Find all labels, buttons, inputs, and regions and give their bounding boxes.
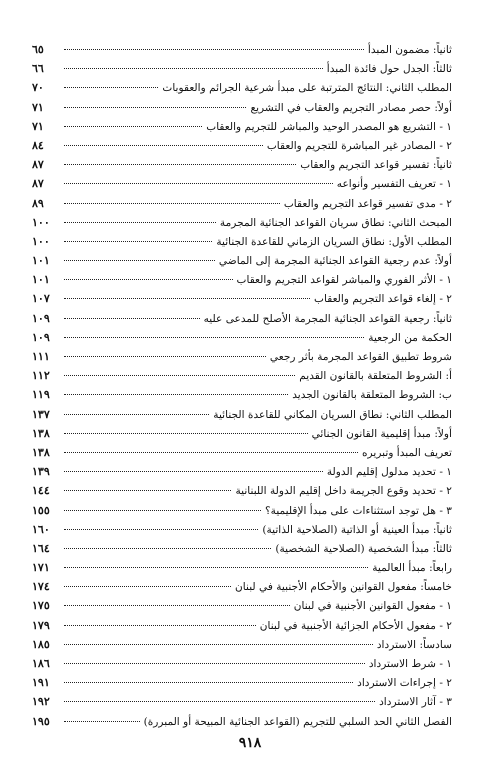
toc-entry-page: ١٨٥ bbox=[32, 637, 50, 651]
dot-leader bbox=[64, 721, 140, 722]
toc-entry-title: المطلب الثاني: نطاق السريان المكاني للقاعدة الجنائية bbox=[213, 408, 452, 421]
dot-leader bbox=[64, 471, 323, 472]
toc-entry-page: ١٧٥ bbox=[32, 599, 50, 613]
toc-entry bbox=[32, 596, 452, 615]
toc-entry bbox=[32, 424, 452, 443]
toc-entry-page: ١٧٤ bbox=[32, 580, 50, 594]
toc-entry-title: شروط تطبيق القواعد المجرمة بأثر رجعي bbox=[269, 351, 452, 363]
toc-entry-title: ٢ - المصادر غير المباشرة للتجريم والعقاب bbox=[266, 139, 452, 152]
toc-entry bbox=[32, 251, 452, 270]
dot-leader bbox=[64, 107, 246, 108]
toc-entry bbox=[32, 289, 452, 308]
dot-leader bbox=[64, 318, 200, 319]
dot-leader bbox=[64, 298, 310, 299]
toc-entry bbox=[32, 155, 452, 174]
toc-entry-title: أولاً: مبدأ إقليمية القانون الجنائي bbox=[311, 427, 452, 440]
toc-entry-title: ٢ - مفعول الأحكام الجزائية الأجنبية في لبنان bbox=[259, 619, 452, 632]
toc-entry bbox=[32, 673, 452, 692]
dot-leader bbox=[64, 567, 368, 568]
dot-leader bbox=[64, 701, 375, 702]
table-of-contents bbox=[32, 40, 452, 731]
dot-leader bbox=[64, 586, 231, 587]
toc-entry-page: ٧١ bbox=[32, 100, 44, 114]
toc-entry bbox=[32, 309, 452, 328]
toc-entry-page: ١٠٩ bbox=[32, 311, 50, 325]
dot-leader bbox=[64, 490, 231, 491]
dot-leader bbox=[64, 510, 261, 511]
toc-entry bbox=[32, 328, 452, 347]
dot-leader bbox=[64, 241, 212, 242]
toc-entry-page: ١١٩ bbox=[32, 388, 50, 402]
dot-leader bbox=[64, 337, 364, 338]
toc-entry bbox=[32, 194, 452, 213]
dot-leader bbox=[64, 682, 353, 683]
dot-leader bbox=[64, 414, 209, 415]
toc-entry bbox=[32, 385, 452, 404]
toc-entry-page: ١٠١ bbox=[32, 273, 50, 287]
toc-entry bbox=[32, 712, 452, 731]
toc-entry-title: الفصل الثاني الحد السلبي للتجريم (القواعد الجنائية المبيحة أو المبررة) bbox=[143, 715, 452, 728]
dot-leader bbox=[64, 375, 295, 376]
toc-entry-page: ١٧١ bbox=[32, 561, 50, 575]
toc-entry bbox=[32, 462, 452, 481]
toc-entry-page: ١٣٧ bbox=[32, 407, 50, 421]
toc-entry-title: ٢ - إجراءات الاسترداد bbox=[357, 677, 452, 690]
toc-entry bbox=[32, 98, 452, 117]
toc-entry-page: ١٣٩ bbox=[32, 465, 50, 479]
toc-entry-page: ١٩٢ bbox=[32, 695, 50, 709]
dot-leader bbox=[64, 279, 233, 280]
toc-entry-page: ١٠٧ bbox=[32, 292, 50, 306]
dot-leader bbox=[64, 644, 373, 645]
toc-entry-title: ٢ - إلغاء قواعد التجريم والعقاب bbox=[314, 293, 452, 306]
toc-entry-title: رابعاً: مبدأ العالمية bbox=[372, 562, 452, 575]
toc-entry-title: ثالثاً: الجدل حول فائدة المبدأ bbox=[326, 63, 452, 76]
toc-entry-title: ثانياً: رجعية القواعد الجنائية المجرمة الأصلح للمدعى عليه bbox=[203, 312, 452, 325]
toc-entry-page: ٨٤ bbox=[32, 138, 44, 152]
toc-entry-title: ٣ - آثار الاسترداد bbox=[379, 696, 452, 709]
toc-entry-page: ١٣٨ bbox=[32, 426, 50, 440]
toc-entry-title: ب: الشروط المتعلقة بالقانون الجديد bbox=[292, 389, 452, 402]
dot-leader bbox=[64, 49, 364, 50]
toc-entry-page: ١٠١ bbox=[32, 254, 50, 268]
dot-leader bbox=[64, 260, 215, 261]
toc-entry bbox=[32, 501, 452, 520]
toc-entry-page: ١٧٩ bbox=[32, 618, 50, 632]
toc-entry-title: المطلب الأول: نطاق السريان الزماني للقاعدة الجنائية bbox=[216, 235, 452, 248]
toc-entry bbox=[32, 366, 452, 385]
toc-entry bbox=[32, 405, 452, 424]
toc-entry-page: ٧٠ bbox=[32, 81, 44, 95]
dot-leader bbox=[64, 663, 365, 664]
toc-entry-page: ١٠٩ bbox=[32, 330, 50, 344]
dot-leader bbox=[64, 87, 158, 88]
toc-entry-title: ١ - الأثر الفوري والمباشر لقواعد التجريم والعقاب bbox=[236, 274, 452, 287]
toc-entry-title: ١ - تعريف التفسير وأنواعه bbox=[336, 178, 452, 191]
toc-entry-title: أولاً: حصر مصادر التجريم والعقاب في التشريع bbox=[250, 101, 452, 114]
toc-entry bbox=[32, 232, 452, 251]
toc-entry-title: المطلب الثاني: النتائج المترتبة على مبدأ شرعية الجرائم والعقوبات bbox=[162, 82, 452, 95]
toc-entry bbox=[32, 213, 452, 232]
toc-entry-page: ١٣٨ bbox=[32, 445, 50, 459]
dot-leader bbox=[64, 164, 296, 165]
toc-entry-page: ١٦٠ bbox=[32, 522, 50, 536]
dot-leader bbox=[64, 68, 323, 69]
toc-entry bbox=[32, 616, 452, 635]
dot-leader bbox=[64, 203, 280, 204]
toc-entry-title: ٢ - تحديد وقوع الجريمة داخل إقليم الدولة اللبنانية bbox=[235, 485, 452, 498]
toc-entry-title: ٣ - هل توجد استثناءات على مبدأ الإقليمية؟ bbox=[265, 504, 452, 517]
dot-leader bbox=[64, 222, 216, 223]
toc-entry bbox=[32, 558, 452, 577]
toc-entry-title: سادساً: الاسترداد bbox=[376, 638, 452, 651]
dot-leader bbox=[64, 356, 266, 357]
dot-leader bbox=[64, 548, 271, 549]
dot-leader bbox=[64, 625, 256, 626]
toc-entry-title: ثالثاً: مبدأ الشخصية (الصلاحية الشخصية) bbox=[275, 542, 452, 555]
toc-entry-page: ٨٧ bbox=[32, 177, 44, 191]
toc-entry bbox=[32, 539, 452, 558]
dot-leader bbox=[64, 433, 308, 434]
dot-leader bbox=[64, 145, 263, 146]
toc-entry bbox=[32, 59, 452, 78]
toc-entry-page: ١٥٥ bbox=[32, 503, 50, 517]
toc-entry-title: ١ - التشريع هو المصدر الوحيد والمباشر للتجريم والعقاب bbox=[206, 120, 452, 133]
toc-entry bbox=[32, 174, 452, 193]
toc-entry bbox=[32, 136, 452, 155]
toc-entry-page: ١٨٦ bbox=[32, 657, 50, 670]
toc-entry-title: خامساً: مفعول القوانين والأحكام الأجنبية في لبنان bbox=[235, 581, 452, 594]
toc-entry-title: ١ - تحديد مدلول إقليم الدولة bbox=[326, 466, 452, 479]
toc-entry-title: أ: الشروط المتعلقة بالقانون القديم bbox=[299, 370, 452, 383]
toc-entry bbox=[32, 443, 452, 462]
toc-entry-page: ٦٦ bbox=[32, 62, 44, 76]
toc-entry-page: ١٠٠ bbox=[32, 215, 50, 229]
toc-entry-title: ثانياً: مضمون المبدأ bbox=[367, 44, 452, 56]
toc-entry-title: الحكمة من الرجعية bbox=[368, 331, 452, 344]
toc-entry bbox=[32, 654, 452, 673]
toc-entry bbox=[32, 117, 452, 136]
toc-entry-page: ١١٢ bbox=[32, 369, 50, 383]
toc-entry bbox=[32, 347, 452, 366]
toc-entry-page: ٨٩ bbox=[32, 196, 44, 210]
toc-entry bbox=[32, 520, 452, 539]
toc-entry-page: ١٩٥ bbox=[32, 714, 50, 728]
dot-leader bbox=[64, 605, 290, 606]
toc-entry-title: ثانياً: تفسير قواعد التجريم والعقاب bbox=[300, 159, 452, 172]
toc-entry bbox=[32, 40, 452, 59]
toc-entry-title: تعريف المبدأ وتبريره bbox=[361, 446, 452, 459]
dot-leader bbox=[64, 394, 288, 395]
toc-entry bbox=[32, 577, 452, 596]
dot-leader bbox=[64, 452, 358, 453]
toc-entry-title: ١ - مفعول القوانين الأجنبية في لبنان bbox=[293, 600, 452, 613]
toc-entry-title: ١ - شرط الاسترداد bbox=[368, 658, 452, 670]
dot-leader bbox=[64, 183, 333, 184]
toc-entry bbox=[32, 635, 452, 654]
toc-entry bbox=[32, 78, 452, 97]
toc-entry-page: ١١١ bbox=[32, 350, 50, 363]
toc-entry-page: ٦٥ bbox=[32, 43, 44, 56]
toc-entry-page: ٨٧ bbox=[32, 158, 44, 172]
toc-entry bbox=[32, 270, 452, 289]
toc-entry-page: ١٩١ bbox=[32, 676, 50, 690]
toc-entry-page: ١٠٠ bbox=[32, 234, 50, 248]
toc-entry-title: ثانياً: مبدأ العينية أو الذاتية (الصلاحية الذاتية) bbox=[262, 523, 452, 536]
toc-entry-page: ١٦٤ bbox=[32, 541, 50, 555]
toc-entry-title: المبحث الثاني: نطاق سريان القواعد الجنائية المجرمة bbox=[219, 216, 452, 229]
toc-entry-title: أولاً: عدم رجعية القواعد الجنائية المجرمة إلى الماضي bbox=[218, 255, 452, 268]
toc-entry-title: ٢ - مدى تفسير قواعد التجريم والعقاب bbox=[283, 197, 452, 210]
page-number: ٩١٨ bbox=[238, 735, 262, 751]
toc-entry-page: ٧١ bbox=[32, 119, 44, 133]
dot-leader bbox=[64, 126, 202, 127]
toc-entry bbox=[32, 692, 452, 711]
toc-entry bbox=[32, 481, 452, 500]
dot-leader bbox=[64, 529, 258, 530]
toc-entry-page: ١٤٤ bbox=[32, 484, 50, 498]
